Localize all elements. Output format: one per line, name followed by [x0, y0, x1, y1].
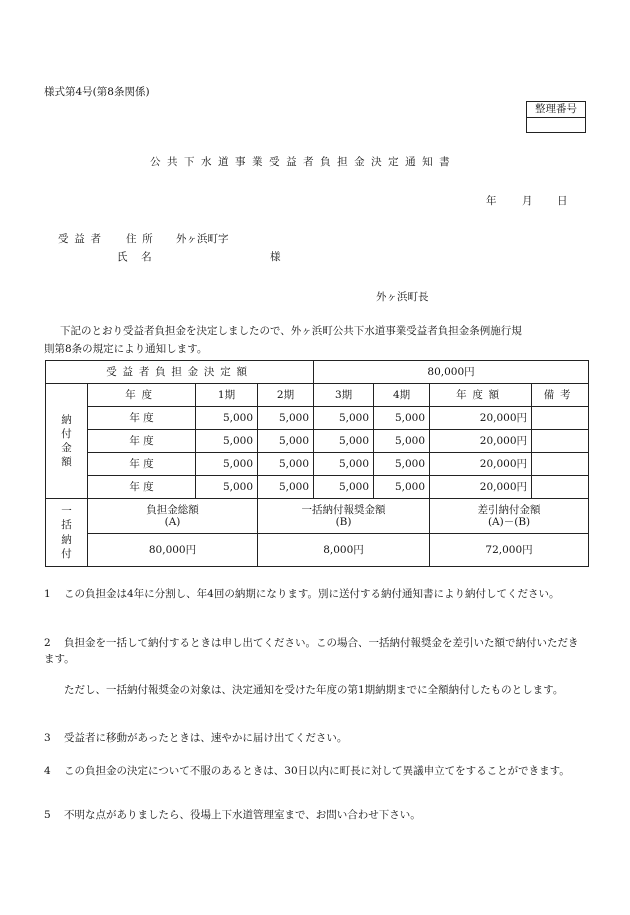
lump-net-value: 72,000円: [430, 534, 589, 567]
row-year: 年 度: [88, 407, 196, 430]
form-number: 様式第4号(第8条関係): [44, 86, 150, 98]
table-row: [46, 407, 589, 430]
lump-total-sub: (A): [164, 516, 181, 528]
decision-label: 受益者負担金決定額: [46, 361, 314, 384]
decision-value: 80,000円: [314, 361, 589, 384]
note-text: 負担金を一括して納付するときは申し出てください。この場合、一括納付報奨金を差引いた額で納付いただきます。: [44, 637, 579, 665]
row-year: 年 度: [88, 430, 196, 453]
lump-total-header: [88, 499, 258, 534]
lump-total-label: 負担金総額: [146, 503, 199, 516]
row-p2: 5,000: [258, 476, 314, 499]
col-year-amount: 年度額: [430, 384, 532, 407]
header-row: [46, 384, 589, 407]
note-number: 3: [44, 732, 51, 744]
table-row: [46, 453, 589, 476]
intro-line-2: 則第8条の規定により通知します。: [44, 343, 208, 355]
note-number: 1: [44, 588, 51, 600]
col-period-3: 3期: [314, 384, 374, 407]
decision-row: [46, 361, 589, 384]
date-day: 日: [557, 195, 568, 207]
note-text: 不明な点がありましたら、役場上下水道管理室まで、お問い合わせ下さい。: [64, 809, 421, 821]
row-p3: 5,000: [314, 430, 374, 453]
lump-reward-value: 8,000円: [258, 534, 430, 567]
note-5: [44, 808, 588, 824]
lump-total-value: 80,000円: [88, 534, 258, 567]
note-number: 5: [44, 809, 51, 821]
col-period-2: 2期: [258, 384, 314, 407]
row-p4: 5,000: [374, 407, 430, 430]
row-p2: 5,000: [258, 407, 314, 430]
note-4: [44, 764, 588, 780]
name-label: 氏名: [117, 251, 166, 263]
address-label: 住所: [126, 233, 159, 245]
row-p4: 5,000: [374, 430, 430, 453]
note-text: ただし、一括納付報奨金の対象は、決定通知を受けた年度の第1期納期までに全額納付したものとします。: [64, 684, 564, 696]
row-p1: 5,000: [196, 453, 258, 476]
note-number: 4: [44, 765, 51, 777]
row-year: 年 度: [88, 476, 196, 499]
row-p4: 5,000: [374, 476, 430, 499]
lump-net-label: 差引納付金額: [477, 503, 541, 516]
row-p2: 5,000: [258, 430, 314, 453]
note-text: この負担金の決定について不服のあるときは、30日以内に町長に対して異議申立てをすることができます。: [64, 765, 570, 777]
row-year: 年 度: [88, 453, 196, 476]
payment-section-label: 納付金額: [46, 384, 88, 499]
date-month: 月: [522, 195, 533, 207]
document-title: 公共下水道事業受益者負担金決定通知書: [150, 156, 457, 168]
note-2-proviso: [44, 683, 588, 699]
row-remarks: [532, 453, 589, 476]
recipient-label: 受益者: [58, 233, 107, 245]
row-remarks: [532, 430, 589, 453]
row-p1: 5,000: [196, 476, 258, 499]
row-p2: 5,000: [258, 453, 314, 476]
note-number: 2: [44, 637, 51, 649]
reference-number-box: [526, 101, 586, 133]
lump-net-header: [430, 499, 589, 534]
lump-net-sub: (A)－(B): [487, 516, 531, 528]
lump-header-row: [46, 499, 589, 534]
row-p3: 5,000: [314, 453, 374, 476]
note-1: [44, 587, 588, 603]
col-remarks: 備考: [532, 384, 589, 407]
row-p1: 5,000: [196, 407, 258, 430]
row-total: 20,000円: [430, 453, 532, 476]
row-total: 20,000円: [430, 476, 532, 499]
lump-reward-sub: (B): [335, 516, 352, 528]
lump-reward-header: [258, 499, 430, 534]
col-year: 年度: [88, 384, 196, 407]
table-row: [46, 430, 589, 453]
row-total: 20,000円: [430, 407, 532, 430]
lump-value-row: [46, 534, 589, 567]
col-period-4: 4期: [374, 384, 430, 407]
intro-line-1: 下記のとおり受益者負担金を決定しましたので、外ヶ浜町公共下水道事業受益者負担金条例施行規: [60, 325, 522, 337]
row-p3: 5,000: [314, 476, 374, 499]
row-p4: 5,000: [374, 453, 430, 476]
lump-reward-label: 一括納付報奨金額: [301, 503, 386, 516]
address-value: 外ヶ浜町字: [176, 233, 229, 245]
table-row: [46, 476, 589, 499]
col-period-1: 1期: [196, 384, 258, 407]
note-text: 受益者に移動があったときは、速やかに届け出てください。: [64, 732, 348, 744]
row-remarks: [532, 407, 589, 430]
note-text: この負担金は4年に分割し、年4回の納期になります。別に送付する納付通知書により納付してください。: [64, 588, 560, 600]
assessment-table: [45, 360, 589, 567]
sender-name: 外ヶ浜町長: [376, 291, 429, 303]
row-p3: 5,000: [314, 407, 374, 430]
row-p1: 5,000: [196, 430, 258, 453]
lump-section-label: 一括納付: [46, 499, 88, 567]
date-year: 年: [486, 195, 497, 207]
row-total: 20,000円: [430, 430, 532, 453]
reference-number-label: 整理番号: [527, 102, 585, 118]
row-remarks: [532, 476, 589, 499]
honorific: 様: [270, 251, 281, 263]
note-2: [44, 636, 588, 668]
note-3: [44, 731, 588, 747]
